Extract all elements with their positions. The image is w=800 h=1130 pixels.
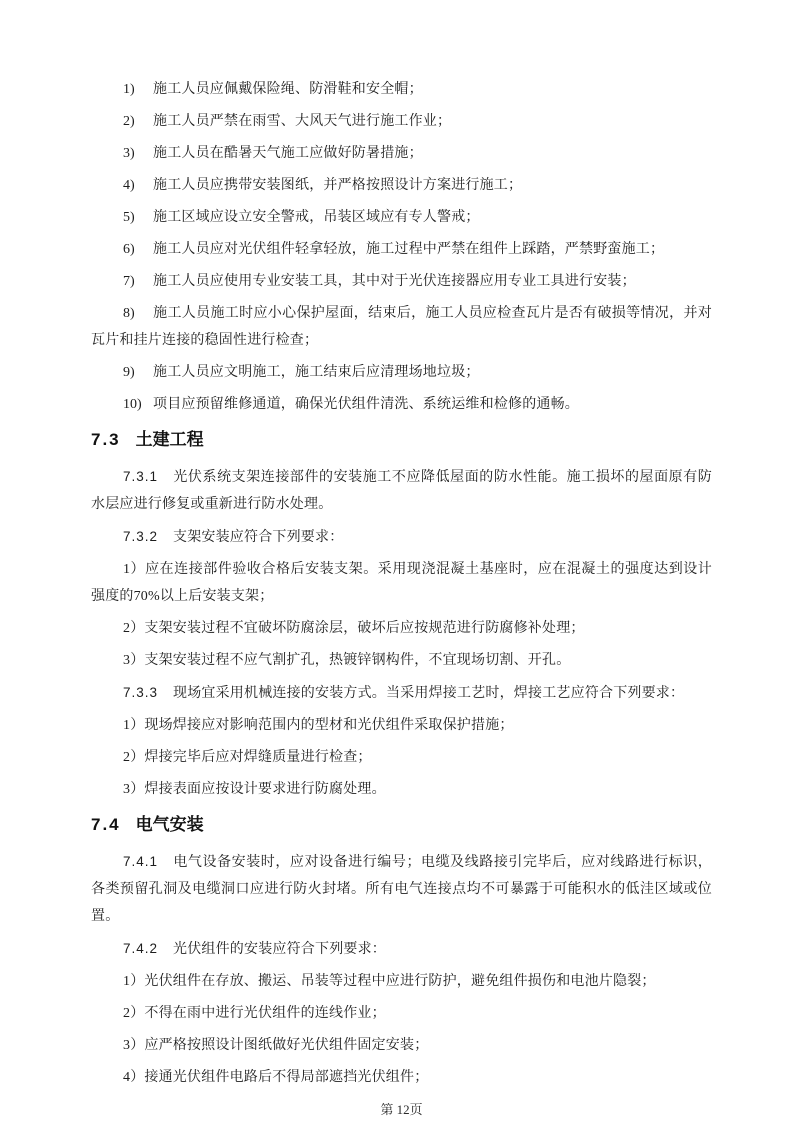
list-item-number: 9) <box>123 365 135 380</box>
sub-item: 3）焊接表面应按设计要求进行防腐处理。 <box>123 782 386 797</box>
list-item <box>91 359 712 386</box>
list-item-text: 施工区域应设立安全警戒，吊装区域应有专人警戒； <box>153 210 480 225</box>
sub-item: 2）不得在雨中进行光伏组件的连线作业； <box>123 1006 386 1021</box>
clause-text: 光伏组件的安装应符合下列要求： <box>173 942 386 957</box>
clause-text: 光伏系统支架连接部件的安装施工不应降低屋面的防水性能。施工损坏的屋面原有防水层应进行修复或重新进行防水处理。 <box>91 470 712 512</box>
sub-item: 4）接通光伏组件电路后不得局部遮挡光伏组件； <box>123 1070 429 1085</box>
list-item-text: 施工人员严禁在雨雪、大风天气进行施工作业； <box>153 114 452 129</box>
clause-number: 7.3.1 <box>123 469 159 484</box>
list-item <box>91 268 712 295</box>
section-heading-7-4 <box>91 812 712 838</box>
list-item-text: 施工人员施工时应小心保护屋面，结束后，施工人员应检查瓦片是否有破损等情况，并对瓦片和挂片连接的稳固性进行检查； <box>91 306 712 348</box>
clause-text: 现场宜采用机械连接的安装方式。当采用焊接工艺时，焊接工艺应符合下列要求： <box>173 686 685 701</box>
clause-number: 7.4.2 <box>123 941 159 956</box>
heading-number: 7.3 <box>91 430 121 449</box>
list-item <box>91 391 712 418</box>
heading-title: 电气安装 <box>135 815 204 834</box>
list-item-text: 项目应预留维修通道，确保光伏组件清洗、系统运维和检修的通畅。 <box>153 397 579 412</box>
sub-item: 2）支架安装过程不宜破坏防腐涂层，破坏后应按规范进行防腐修补处理； <box>123 621 585 636</box>
list-item <box>91 172 712 199</box>
clause-number: 7.4.1 <box>123 854 159 869</box>
heading-number: 7.4 <box>91 815 121 834</box>
list-item-text: 施工人员应使用专业安装工具，其中对于光伏连接器应用专业工具进行安装； <box>153 274 636 289</box>
sub-item: 1）现场焊接应对影响范围内的型材和光伏组件采取保护措施； <box>123 718 514 733</box>
page-footer <box>91 1099 712 1118</box>
list-item-number: 8) <box>123 306 135 321</box>
page-number: 第 12页 <box>380 1102 423 1117</box>
list-item-number: 4) <box>123 178 135 193</box>
sub-item: 2）焊接完毕后应对焊缝质量进行检查； <box>123 750 372 765</box>
list-item <box>91 76 712 103</box>
list-item-number: 10) <box>123 397 142 412</box>
sub-item: 1）光伏组件在存放、搬运、吊装等过程中应进行防护，避免组件损伤和电池片隐裂； <box>123 974 656 989</box>
sub-item: 3）支架安装过程不应气割扩孔，热镀锌钢构件，不宜现场切割、开孔。 <box>123 653 571 668</box>
clause-7-4-1 <box>91 848 712 930</box>
sub-item: 3）应严格按照设计图纸做好光伏组件固定安装； <box>123 1038 429 1053</box>
list-item-number: 6) <box>123 242 135 257</box>
clause-text: 支架安装应符合下列要求： <box>173 530 344 545</box>
list-item-text: 施工人员应携带安装图纸，并严格按照设计方案进行施工； <box>153 178 523 193</box>
clause-7-3-3 <box>91 679 712 707</box>
list-item <box>91 300 712 354</box>
clause-number: 7.3.3 <box>123 685 159 700</box>
clause-7-3-2 <box>91 523 712 551</box>
list-item <box>91 140 712 167</box>
clause-7-4-2 <box>91 935 712 963</box>
section-heading-7-3 <box>91 427 712 453</box>
list-item <box>91 236 712 263</box>
heading-title: 土建工程 <box>135 430 204 449</box>
list-item-text: 施工人员应对光伏组件轻拿轻放，施工过程中严禁在组件上踩踏，严禁野蛮施工； <box>153 242 665 257</box>
clause-number: 7.3.2 <box>123 529 159 544</box>
list-item-number: 3) <box>123 146 135 161</box>
list-item-number: 2) <box>123 114 135 129</box>
clause-7-3-1 <box>91 463 712 518</box>
list-item-number: 1) <box>123 82 135 97</box>
list-item <box>91 108 712 135</box>
sub-item: 1）应在连接部件验收合格后安装支架。采用现浇混凝土基座时，应在混凝土的强度达到设计强度的70%以上后安装支架； <box>91 562 712 604</box>
clause-text: 电气设备安装时，应对设备进行编号；电缆及线路接引完毕后，应对线路进行标识，各类预留孔洞及电缆洞口应进行防火封堵。所有电气连接点均不可暴露于可能积水的低洼区域或位置。 <box>91 855 712 924</box>
list-item-number: 5) <box>123 210 135 225</box>
list-item-text: 施工人员应佩戴保险绳、防滑鞋和安全帽； <box>153 82 423 97</box>
list-item-text: 施工人员在酷暑天气施工应做好防暑措施； <box>153 146 423 161</box>
list-item <box>91 204 712 231</box>
list-item-text: 施工人员应文明施工，施工结束后应清理场地垃圾； <box>153 365 480 380</box>
list-item-number: 7) <box>123 274 135 289</box>
